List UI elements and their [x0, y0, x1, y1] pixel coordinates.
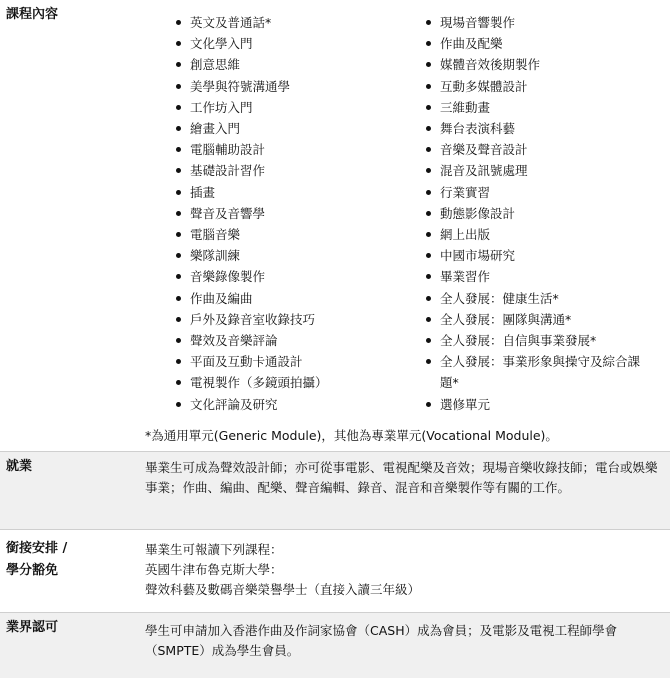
- course-list-item: 繪畫入門: [175, 118, 395, 139]
- articulation-label-line1: 銜接安排 /: [6, 541, 68, 556]
- course-list-item: 聲效及音樂評論: [175, 330, 395, 351]
- course-list-right: [425, 12, 650, 415]
- articulation-line3: 聲效科藝及數碼音樂榮譽學士（直接入讀三年級）: [145, 582, 421, 597]
- course-list-item: 聲音及音響學: [175, 203, 395, 224]
- course-list-item: 網上出版: [425, 224, 650, 245]
- employment-label: 就業: [6, 459, 33, 474]
- course-list-item: 戶外及錄音室收錄技巧: [175, 309, 395, 330]
- course-list-item: 動態影像設計: [425, 203, 650, 224]
- course-footnote: *為通用單元(Generic Module)，其他為專業單元(Vocational Module)。: [145, 428, 558, 443]
- employment-text: 畢業生可成為聲效設計師；亦可從事電影、電視配樂及音效；現場音樂收錄技師；電台或娛樂事業；作曲、編曲、配樂、聲音編輯、錄音、混音和音樂製作等有關的工作。: [145, 460, 658, 495]
- articulation-section: [0, 530, 670, 612]
- course-list-item: 作曲及配樂: [425, 33, 650, 54]
- course-list-item: 電腦音樂: [175, 224, 395, 245]
- course-list-item: 基礎設計習作: [175, 160, 395, 181]
- recognition-label: 業界認可: [6, 620, 59, 635]
- articulation-line2: 英國牛津布魯克斯大學：: [145, 562, 283, 577]
- course-list-item: 三維動畫: [425, 97, 650, 118]
- course-list-item: 樂隊訓練: [175, 245, 395, 266]
- articulation-line1: 畢業生可報讀下列課程：: [145, 542, 283, 557]
- recognition-section: [0, 613, 670, 678]
- course-list-item: 全人發展：健康生活*: [425, 288, 650, 309]
- course-list-item: 文化評論及研究: [175, 394, 395, 415]
- course-list-item: 英文及普通話*: [175, 12, 395, 33]
- articulation-label-line2: 學分豁免: [6, 563, 59, 578]
- course-list-item: 全人發展：自信與事業發展*: [425, 330, 650, 351]
- course-list-left: [175, 12, 395, 415]
- course-list-item: 畢業習作: [425, 266, 650, 287]
- course-list-item: 全人發展：團隊與溝通*: [425, 309, 650, 330]
- recognition-text: 學生可申請加入香港作曲及作詞家協會（CASH）成為會員；及電影及電視工程師學會（SMPTE）成為學生會員。: [145, 623, 618, 658]
- course-list-item: 電腦輔助設計: [175, 139, 395, 160]
- course-list-item: 插畫: [175, 182, 395, 203]
- course-list-item: 全人發展：事業形象與操守及綜合課題*: [425, 351, 650, 393]
- course-list-item: 美學與符號溝通學: [175, 76, 395, 97]
- course-list-item: 混音及訊號處理: [425, 160, 650, 181]
- course-list-item: 中國市場研究: [425, 245, 650, 266]
- course-list-item: 作曲及編曲: [175, 288, 395, 309]
- course-list-item: 音樂及聲音設計: [425, 139, 650, 160]
- course-list-item: 互動多媒體設計: [425, 76, 650, 97]
- course-label: 課程內容: [6, 7, 59, 22]
- employment-section: [0, 452, 670, 529]
- course-list-item: 現場音響製作: [425, 12, 650, 33]
- course-list-item: 行業實習: [425, 182, 650, 203]
- course-list-item: 音樂錄像製作: [175, 266, 395, 287]
- articulation-label: [6, 538, 67, 582]
- course-list-item: 文化學入門: [175, 33, 395, 54]
- course-list-item: 創意思維: [175, 54, 395, 75]
- course-list-item: 選修單元: [425, 394, 650, 415]
- course-list-item: 工作坊入門: [175, 97, 395, 118]
- course-list-item: 舞台表演科藝: [425, 118, 650, 139]
- course-list-item: 媒體音效後期製作: [425, 54, 650, 75]
- course-list-item: 電視製作（多鏡頭拍攝）: [175, 372, 395, 393]
- articulation-content: [145, 540, 662, 600]
- course-list-item: 平面及互動卡通設計: [175, 351, 395, 372]
